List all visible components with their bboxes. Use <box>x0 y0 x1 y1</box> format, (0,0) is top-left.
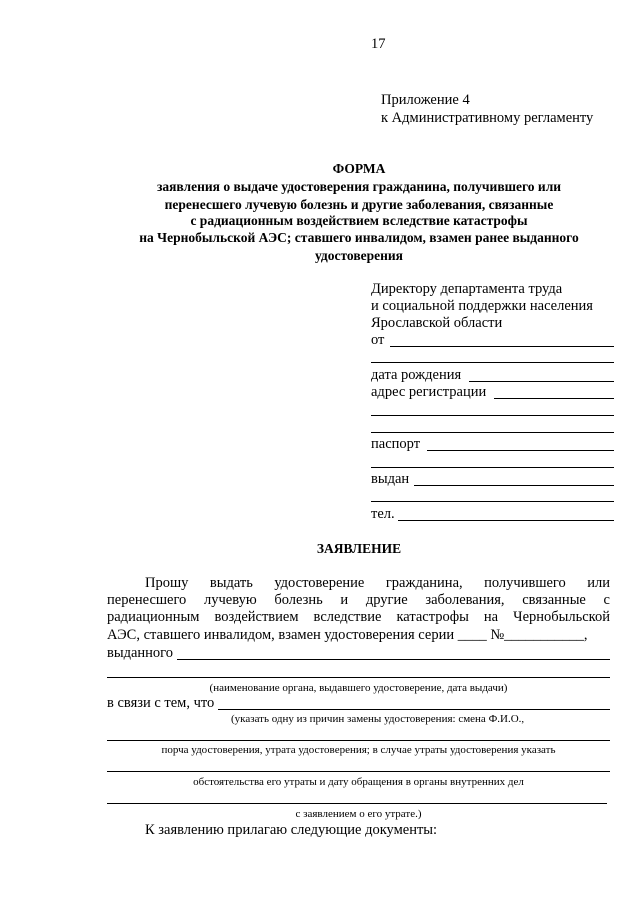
reason-hint: с заявлением о его утрате.) <box>295 808 422 820</box>
form-title-line: с радиационным воздействием вследствие катастрофы <box>190 213 528 228</box>
addressee-line: и социальной поддержки населения <box>371 298 593 314</box>
addressee-line: Ярославской области <box>371 315 503 331</box>
addressee-line: Директору департамента труда <box>371 281 563 297</box>
reason-field-continued[interactable] <box>107 771 610 772</box>
reason-hint: (указать одну из причин замены удостоверения: смена Ф.И.О., <box>231 713 525 725</box>
address-field-continued[interactable] <box>371 432 614 433</box>
passport-field[interactable] <box>427 450 614 451</box>
body-line: перенесшего лучевую болезнь и другие заболевания, связанные с <box>107 592 610 608</box>
reason-field-continued[interactable] <box>107 803 607 804</box>
passport-label: паспорт <box>371 436 421 452</box>
issued-label: выданного <box>107 645 174 661</box>
statement-title: ЗАЯВЛЕНИЕ <box>316 541 402 556</box>
reason-label: в связи с тем, что <box>107 695 215 711</box>
from-label: от <box>371 332 385 348</box>
from-field[interactable] <box>390 346 614 347</box>
from-field-continued[interactable] <box>371 362 614 363</box>
form-title-line: ФОРМА <box>332 161 386 176</box>
issuer-hint: (наименование органа, выдавшего удостоверение, дата выдачи) <box>209 682 508 694</box>
address-field[interactable] <box>494 398 614 399</box>
form-title-line: заявления о выдаче удостоверения гражданина, получившего или <box>156 179 562 194</box>
reason-field[interactable] <box>218 709 610 710</box>
page-number: 17 <box>371 36 386 52</box>
form-title-line: на Чернобыльской АЭС; ставшего инвалидом, взамен ранее выданного <box>139 230 579 245</box>
address-field-continued[interactable] <box>371 415 614 416</box>
issued-by-field-continued[interactable] <box>371 501 614 502</box>
reason-hint: обстоятельства его утраты и дату обращения в органы внутренних дел <box>193 776 524 788</box>
phone-label: тел. <box>371 506 395 522</box>
issuer-field-continued[interactable] <box>107 677 610 678</box>
phone-field[interactable] <box>398 520 614 521</box>
form-title-line: удостоверения <box>315 248 403 263</box>
reason-field-continued[interactable] <box>107 740 610 741</box>
body-line: АЭС, ставшего инвалидом, взамен удостоверения серии ____ №___________, <box>107 627 588 643</box>
issuer-field[interactable] <box>177 659 610 660</box>
body-line: Прошу выдать удостоверение гражданина, получившего или <box>145 575 610 591</box>
appendix-label: Приложение 4 <box>381 92 470 108</box>
address-label: адрес регистрации <box>371 384 487 400</box>
birth-date-label: дата рождения <box>371 367 462 383</box>
form-title-line: перенесшего лучевую болезнь и другие заболевания, связанные <box>164 197 554 212</box>
reason-hint: порча удостоверения, утрата удостоверения; в случае утраты удостоверения указать <box>161 744 556 756</box>
passport-field-continued[interactable] <box>371 467 614 468</box>
attachments-label: К заявлению прилагаю следующие документы: <box>145 822 438 838</box>
appendix-reference: к Административному регламенту <box>381 110 594 126</box>
birth-date-field[interactable] <box>469 381 614 382</box>
issued-by-label: выдан <box>371 471 410 487</box>
body-line: радиационным воздействием вследствие катастрофы на Чернобыльской <box>107 609 610 625</box>
issued-by-field[interactable] <box>414 485 614 486</box>
